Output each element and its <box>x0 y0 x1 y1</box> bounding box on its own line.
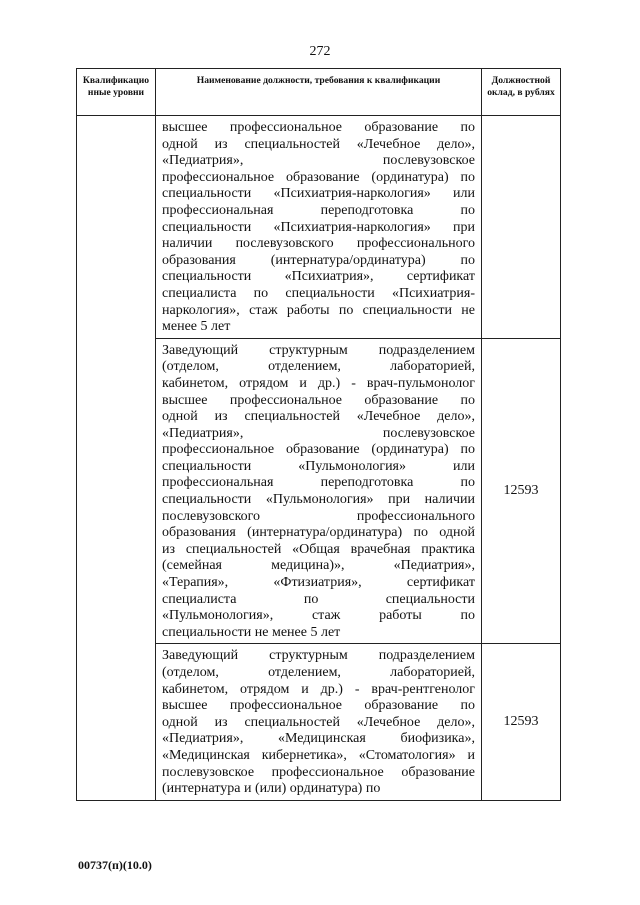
requirement-text-line: одной из специальностей «Лечебное дело», <box>162 136 475 152</box>
header-qualification-levels <box>77 69 156 116</box>
requirement-text-line: одной из специальностей «Лечебное дело», <box>162 409 475 425</box>
requirement-text-line: высшее профессиональное образование по <box>162 120 475 135</box>
requirement-text-line: высшее профессиональное образование по <box>162 698 475 714</box>
requirement-text-line: специальности «Психиатрия-наркология» при <box>162 219 475 235</box>
requirement-text-line: специалиста по специальности «Психиатрия- <box>162 285 475 301</box>
salary-cell <box>482 116 561 339</box>
requirement-text-line: (отделом, отделением, лабораторией, <box>162 359 475 375</box>
salary-cell: 12593 <box>482 338 561 644</box>
requirement-text-line: «Педиатрия», послевузовское <box>162 425 475 441</box>
salary-cell: 12593 <box>482 644 561 800</box>
requirement-text-line: (отделом, отделением, лабораторией, <box>162 665 475 680</box>
page-number: 272 <box>309 44 331 59</box>
requirement-text-line: из специальностей «Общая врачебная практика <box>162 541 475 557</box>
requirement-text-line: «Пульмонология», стаж работы по <box>162 608 475 624</box>
requirement-text-line: «Педиатрия», послевузовское <box>162 153 475 169</box>
requirement-text-line: одной из специальностей «Лечебное дело», <box>162 714 475 730</box>
requirement-text-line: специальности «Пульмонология» или <box>162 458 475 474</box>
requirement-text-line: «Педиатрия», «Медицинская биофизика», <box>162 731 475 747</box>
requirement-text-line: специальности «Психиатрия», сертификат <box>162 269 475 285</box>
qualification-table <box>76 68 561 801</box>
requirement-text-line: наркология», стаж работы по специальности не <box>162 302 475 318</box>
requirement-text-line: кабинетом, отрядом и др.) - врач-пульмонолог <box>162 375 475 391</box>
requirement-text-line: (семейная медицина)», «Педиатрия», <box>162 558 475 574</box>
requirement-text-line: кабинетом, отрядом и др.) - врач-рентгенолог <box>162 681 475 697</box>
requirement-text-line: «Терапия», «Фтизиатрия», сертификат <box>162 575 475 591</box>
requirement-text-line: Заведующий структурным подразделением <box>162 342 475 358</box>
header-qualification-levels-label: Квалификацио нные уровни <box>82 75 150 98</box>
requirement-text-line: профессиональное образование (ординатура) по <box>162 169 475 185</box>
requirement-text-line: послевузовского профессионального <box>162 508 475 524</box>
requirement-text-line: специальности «Пульмонология» при наличии <box>162 492 475 508</box>
requirement-text-line: профессиональная переподготовка по <box>162 475 475 491</box>
position-requirements-cell <box>156 338 482 644</box>
requirement-text-line: профессиональная переподготовка по <box>162 202 475 218</box>
requirement-text-line: Заведующий структурным подразделением <box>162 648 475 664</box>
requirement-text-line: образования (интернатура/ординатура) по <box>162 252 475 268</box>
requirement-text-line: менее 5 лет <box>162 319 231 335</box>
requirement-text-line: послевузовское профессиональное образование <box>162 764 475 780</box>
header-salary <box>482 69 561 116</box>
requirement-text-line: образования (интернатура/ординатура) по одной <box>162 525 475 541</box>
table-header-row <box>77 69 561 116</box>
document-code: 00737(п)(10.0) <box>78 858 152 872</box>
header-salary-label: Должностной оклад, в рублях <box>487 75 555 98</box>
requirement-text-line: профессиональное образование (ординатура) по <box>162 442 475 458</box>
table-row <box>77 116 561 339</box>
header-position-requirements-label: Наименование должности, требования к квалификации <box>196 75 441 86</box>
position-requirements-cell <box>156 116 482 339</box>
requirement-text-line: «Медицинская кибернетика», «Стоматология» и <box>162 747 475 763</box>
requirement-text-line: специальности «Психиатрия-наркология» или <box>162 186 475 202</box>
requirement-text-line: (интернатура и (или) ординатура) по <box>162 781 381 797</box>
requirement-text-line: наличии послевузовского профессионального <box>162 236 475 252</box>
position-requirements-cell <box>156 644 482 800</box>
qualification-level-cell <box>77 116 156 801</box>
header-position-requirements <box>156 69 482 116</box>
requirement-text-line: специальности не менее 5 лет <box>162 624 341 640</box>
requirement-text-line: специалиста по специальности <box>162 591 475 607</box>
requirement-text-line: высшее профессиональное образование по <box>162 392 475 408</box>
